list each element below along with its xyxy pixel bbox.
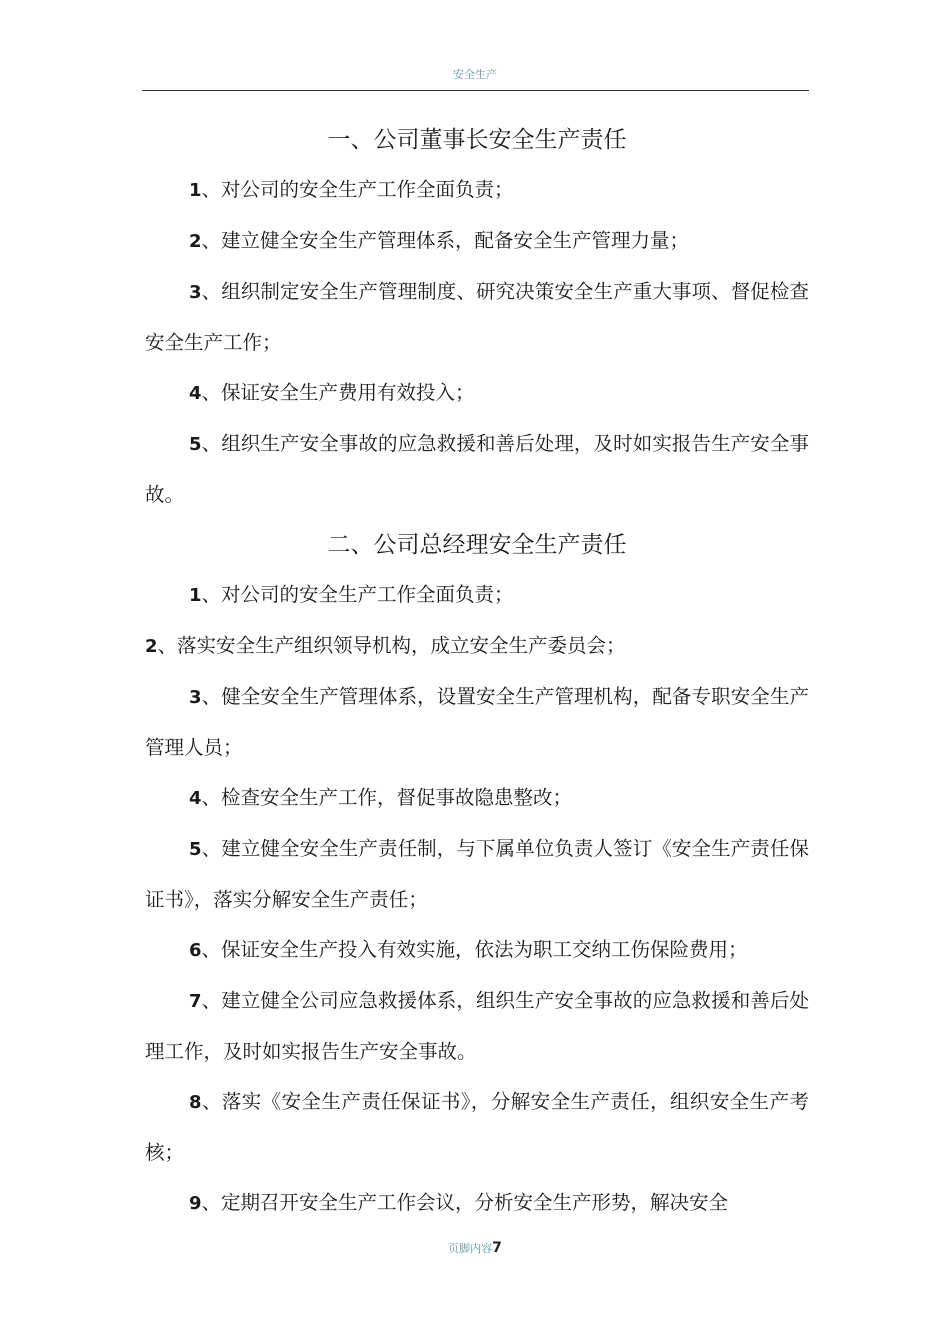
- list-item: 9、定期召开安全生产工作会议，分析安全生产形势，解决安全: [189, 1191, 729, 1214]
- list-item: 4、检查安全生产工作，督促事故隐患整改；: [189, 786, 573, 809]
- header-divider: [142, 90, 809, 91]
- list-item: 5、组织生产安全事故的应急救援和善后处理，及时如实报告生产安全事故。: [145, 432, 809, 506]
- list-item: 4、保证安全生产费用有效投入；: [189, 381, 475, 404]
- list-item: 2、落实安全生产组织领导机构，成立安全生产委员会；: [145, 634, 626, 657]
- page-header: 安全生产: [453, 68, 497, 81]
- list-item: 5、建立健全安全生产责任制，与下属单位负责人签订《安全生产责任保证书》，落实分解安全生产责任；: [145, 837, 809, 911]
- list-item: 2、建立健全安全生产管理体系，配备安全生产管理力量；: [189, 229, 690, 252]
- list-item: 3、健全安全生产管理体系，设置安全生产管理机构，配备专职安全生产管理人员；: [145, 685, 809, 759]
- list-item: 6、保证安全生产投入有效实施，依法为职工交纳工伤保险费用；: [189, 938, 748, 961]
- list-item: 1、对公司的安全生产工作全面负责；: [189, 178, 514, 201]
- list-item: 7、建立健全公司应急救援体系，组织生产安全事故的应急救援和善后处理工作，及时如实报告生产安全事故。: [145, 989, 809, 1063]
- document-body: [145, 115, 809, 1229]
- section-title-general-manager: 二、公司总经理安全生产责任: [327, 532, 627, 558]
- section-title-chairman: 一、公司董事长安全生产责任: [327, 127, 627, 153]
- list-item: 1、对公司的安全生产工作全面负责；: [189, 583, 514, 606]
- footer-label: 页脚内容: [448, 1242, 493, 1255]
- page-number: 7: [492, 1240, 502, 1256]
- list-item: 8、落实《安全生产责任保证书》，分解安全生产责任，组织安全生产考核；: [145, 1090, 809, 1164]
- page-footer: [0, 1240, 950, 1256]
- list-item: 3、组织制定安全生产管理制度、研究决策安全生产重大事项、督促检查安全生产工作；: [145, 280, 809, 354]
